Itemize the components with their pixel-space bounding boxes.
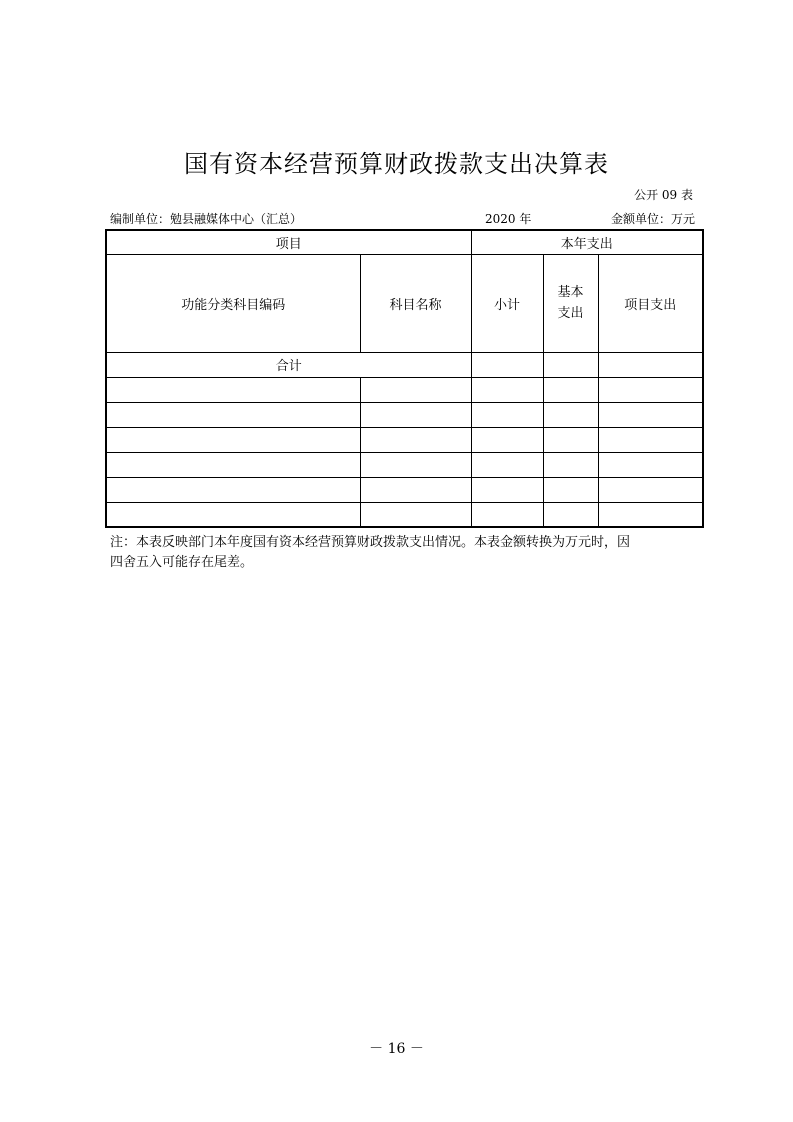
cell-code [106,427,360,452]
col-basic-line2: 支出 [557,306,584,321]
col-function-code: 功能分类科目编码 [106,254,360,352]
header-year-expense: 本年支出 [471,230,703,254]
header-row-1 [106,230,703,254]
cell-subtotal [471,402,543,427]
cell-project [598,402,703,427]
col-project-expense: 项目支出 [598,254,703,352]
table-note [110,533,700,573]
expenditure-table [105,229,704,528]
cell-project [598,502,703,527]
col-basic-expense [543,254,598,352]
cell-subtotal [471,452,543,477]
report-year: 2020 年 [485,212,532,226]
cell-subtotal [471,377,543,402]
cell-basic [543,377,598,402]
cell-code [106,477,360,502]
cell-name [360,477,471,502]
note-line-2: 四舍五入可能存在尾差。 [110,555,254,570]
cell-subtotal [471,477,543,502]
total-subtotal [471,352,543,377]
cell-basic [543,477,598,502]
cell-basic [543,502,598,527]
cell-basic [543,452,598,477]
cell-project [598,377,703,402]
header-row-2 [106,254,703,352]
total-project [598,352,703,377]
cell-code [106,502,360,527]
cell-name [360,502,471,527]
cell-name [360,377,471,402]
col-basic-line1: 基本 [557,285,584,300]
total-label: 合计 [106,352,471,377]
header-item: 项目 [106,230,471,254]
cell-name [360,427,471,452]
total-row [106,352,703,377]
cell-subtotal [471,502,543,527]
table-row [106,402,703,427]
page-number: － 16 － [369,1041,424,1057]
cell-project [598,477,703,502]
col-subject-name: 科目名称 [360,254,471,352]
total-basic [543,352,598,377]
cell-subtotal [471,427,543,452]
cell-name [360,402,471,427]
cell-project [598,452,703,477]
amount-unit: 金额单位：万元 [610,212,695,226]
cell-code [106,402,360,427]
cell-project [598,427,703,452]
page-title: 国有资本经营预算财政拨款支出决算表 [184,150,609,178]
cell-name [360,452,471,477]
cell-code [106,377,360,402]
table-row [106,502,703,527]
compiling-unit: 编制单位：勉县融媒体中心（汇总） [110,212,303,226]
cell-basic [543,427,598,452]
note-line-1: 注：本表反映部门本年度国有资本经营预算财政拨款支出情况。本表金额转换为万元时，因 [110,535,631,550]
cell-basic [543,402,598,427]
form-number: 公开 09 表 [634,188,693,202]
cell-code [106,452,360,477]
table-row [106,427,703,452]
table-row [106,377,703,402]
col-subtotal: 小计 [471,254,543,352]
table-row [106,452,703,477]
table-row [106,477,703,502]
